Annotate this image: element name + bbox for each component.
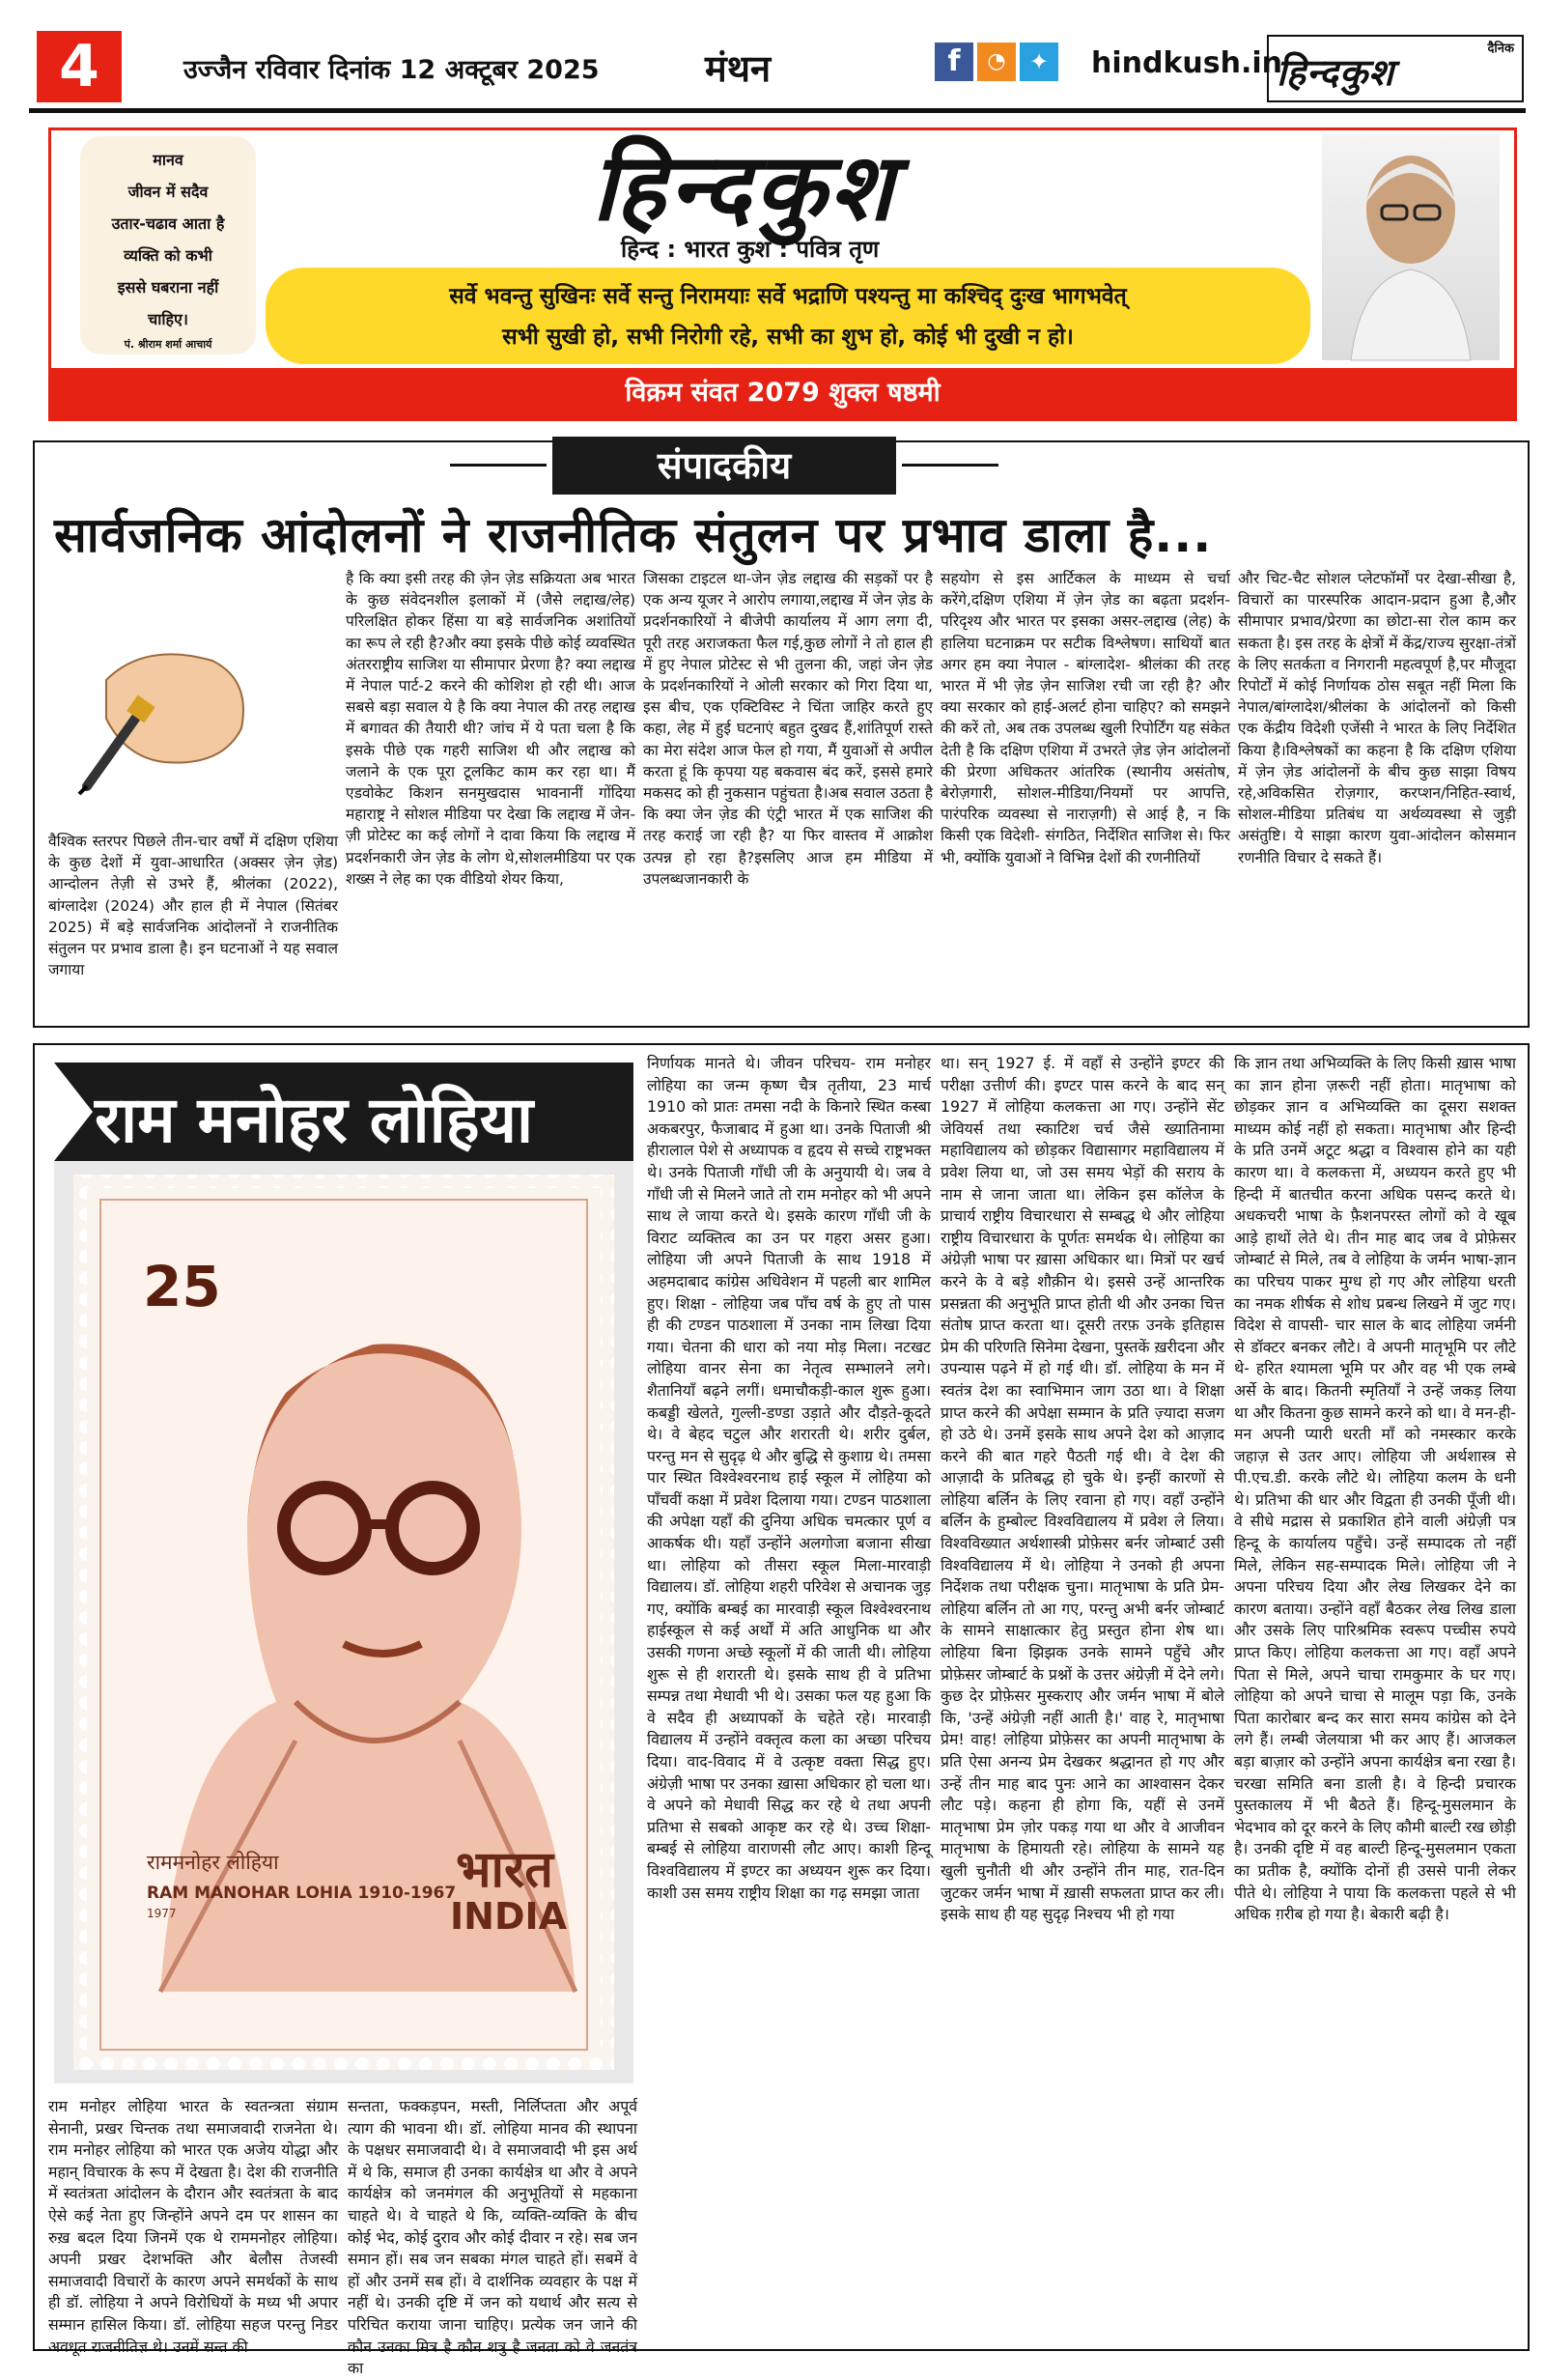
lohia-column-4: था। सन् 1927 ई. में वहाँ से उन्होंने इण्टर की परीक्षा उत्तीर्ण की। इण्टर पास करने के बाद सन् 1927 में लोहिया कलकत्ता आ गए। उन्होंने सेंट जेवियर्स तथा स्काटिश चर्च जैसे ख्यातिनामा महाविद्यालय को छोड़कर विद्यासागर महाविद्यालय में प्रवेश लिया था, जो उस समय भेड़ों की सराय के नाम से जाना जाता था। लेकिन इस कॉलेज के प्राचार्य राष्ट्रीय विचारधारा से सम्बद्ध थे और लोहिया राष्ट्रीय विचारधारा के पूर्णतः समर्थक थे। लोहिया का अंग्रेज़ी भाषा पर ख़ासा अधिकार था। मित्रों पर खर्च करने के वे बड़े शौक़ीन थे। इससे उन्हें आन्तरिक प्रसन्नता की अनुभूति प्राप्त होती थी और उनका चित्त संतोष प्राप्त करता था। दूसरी तरफ़ उनके इतिहास प्रेम की परिणति सिनेमा देखना, पुस्तकें ख़रीदना और उपन्यास पढ़ने में हो गई थी। डॉ. लोहिया के मन में स्वतंत्र देश का स्वाभिमान जाग उठा था। वे शिक्षा प्राप्त करने की अपेक्षा सम्मान के प्रति ज़्यादा सजग हो उठे थे। उनमें इसके साथ अपने देश को आज़ाद करने की बात गहरे पैठती गई थी। वे देश की आज़ादी के प्रतिबद्ध हो चुके थे। इन्हीं कारणों से लोहिया बर्लिन के लिए रवाना हो गए। वहाँ उन्होंने बर्लिन के हुम्बोल्ट विश्वविद्यालय में प्रवेश ले लिया। विश्वविख्यात अर्थशास्त्री प्रोफ़ेसर बर्नर जोम्बार्ट उसी विश्वविद्यालय में थे। लोहिया ने उनको ही अपना निर्देशक तथा परीक्षक चुना। मातृभाषा के प्रति प्रेम- लोहिया बर्लिन तो आ गए, परन्तु अभी बर्नर जोम्बार्ट के सामने साक्षात्कार हेतु प्रस्तुत होना शेष था। लोहिया बिना झिझक उनके सामने पहुँचे और प्रोफ़ेसर जोम्बार्ट के प्रश्नों के उत्तर अंग्रेज़ी में देने लगे। कुछ देर प्रोफ़ेसर मुस्कराए और जर्मन भाषा में बोले कि, 'उन्हें अंग्रेज़ी नहीं आती है।' वाह रे, मातृभाषा प्रेम! वाह! लोहिया प्रोफ़ेसर का अपनी मातृभाषा के प्रति ऐसा अनन्य प्रेम देखकर श्रद्धानत हो गए और उन्हें तीन माह बाद पुनः आने का आश्वासन देकर लौट पड़े। कहना ही होगा कि, यहीं से उनमें मातृभाषा प्रेम ज़ोर पकड़ गया था और वे आजीवन मातृभाषा के हिमायती रहे। लोहिया के सामने यह खुली चुनौती थी और उन्होंने तीन माह, रात-दिन जुटकर जर्मन भाषा में ख़ासी सफलता प्राप्त कर ली। इसके साथ ही यह सुदृढ़ निश्चय भी हो गया bbox=[941, 1054, 1224, 1924]
portrait-illustration bbox=[1322, 134, 1500, 360]
shloka-box bbox=[266, 268, 1310, 364]
date-line: उज्जैन रविवार दिनांक 12 अक्टूबर 2025 bbox=[183, 55, 600, 85]
quote-line: व्यक्ति को कभी bbox=[124, 246, 212, 265]
shloka-sanskrit: सर्वे भवन्तु सुखिनः सर्वे सन्तु निरामयाः सर्वे भद्राणि पश्यन्तु मा कश्चिद् दुःख भागभवेत् bbox=[449, 284, 1127, 309]
postage-stamp bbox=[54, 1161, 633, 2083]
lohia-column-1: राम मनोहर लोहिया भारत के स्वतन्त्रता संग्राम सेनानी, प्रखर चिन्तक तथा समाजवादी राजनेता थे। राम मनोहर लोहिया को भारत एक अजेय योद्धा और महान् विचारक के रूप में देखता है। देश की राजनीति में स्वतंत्रता आंदोलन के दौरान और स्वतंत्रता के बाद ऐसे कई नेता हुए जिन्होंने अपने दम पर शासन का रुख़ बदल दिया जिनमें एक थे राममनोहर लोहिया। अपनी प्रखर देशभक्ति और बेलौस तेजस्वी समाजवादी विचारों के कारण अपने समर्थकों के साथ ही डॉ. लोहिया ने अपने विरोधियों के मध्य भी अपार सम्मान हासिल किया। डॉ. लोहिया सहज परन्तु निडर अवधूत राजनीतिज्ञ थे। उनमें सन्त की bbox=[48, 2097, 338, 2356]
quote-line: जीवन में सदैव bbox=[127, 183, 209, 201]
header-box bbox=[48, 128, 1517, 421]
twitter-icon[interactable]: ✦ bbox=[1020, 42, 1058, 81]
quote-line: चाहिए। bbox=[148, 310, 188, 328]
section-title: मंथन bbox=[705, 47, 772, 90]
editorial-section bbox=[33, 440, 1530, 1028]
editorial-column-5: और चिट-चैट सोशल प्लेटफॉर्मों पर देखा-सीखा है, विचारों का पारस्परिक आदान-प्रदान हुआ है,और सीमापार प्रभाव/प्रेरणा का छोटा-सा रोल काम कर सकता है। इस तरह के क्षेत्रों में केंद्र/राज्य सुरक्षा-तंत्रों के लिए सतर्कता व निगरानी महत्वपूर्ण है,पर मौजूदा रिपोर्टों में कोई निर्णायक ठोस सबूत नहीं मिला कि नेपाल/बांग्लादेश/श्रीलंका के आंदोलनों को किसी एक केंद्रीय विदेशी एजेंसी ने भारत के लिए निर्देशित किया है।विश्लेषकों का कहना है कि दक्षिण एशिया में ज़ेन ज़ेड आंदोलनों के बीच कुछ साझा विषय रहे,अविकसित रोज़गार, करप्शन/निहित-स्वार्थ, सोशल-मीडिया प्रतिबंध या अर्थव्यवस्था से जुड़ी असंतुष्टि। ये साझा कारण युवा-आंदोलन कोसमान रणनीति विचार दे सकते हैं। bbox=[1238, 570, 1516, 866]
quote-box bbox=[80, 136, 256, 354]
social-icons bbox=[935, 42, 1058, 81]
page-number: 4 bbox=[37, 31, 122, 102]
lohia-article bbox=[33, 1043, 1530, 2378]
editorial-column-2: है कि क्या इसी तरह की ज़ेन ज़ेड सक्रियता अब भारत के कुछ संवेदनशील इलाकों में (जैसे लद्दाख/लेह) परिलक्षित होकर हिंसा या बड़े सार्वजनिक अशांतियों का रूप ले रही है?और क्या इसके पीछे कोई व्यवस्थित अंतरराष्ट्रीय साजिश या सीमापार प्रेरणा है? क्या लद्दाख में नेपाल पार्ट-2 करने की कोशिश हो रही थी। आज सबसे बड़ा सवाल ये है कि क्या नेपाल की तरह लद्दाख में बगावत की तैयारी थी? जांच में ये पता चला है कि इसके पीछे एक गहरी साजिश थी और लद्दाख को जलाने के एक पूरा टूलकिट काम कर रहा था। मैं एडवोकेट किशन सनमुखदास भावनानीं गोंदिया महाराष्ट्र ने सोशल मीडिया पर देखा कि लद्दाख में जेन-ज़ी प्रोटेस्ट का कई लोगों ने दावा किया कि लद्दाख में प्रदर्शनकारी जेन ज़ेड के लोग थे,सोशलमीडिया पर एक शख्स ने लेह का एक वीडियो शेयर किया, bbox=[346, 570, 635, 888]
quote-author: पं. श्रीराम शर्मा आचार्य bbox=[124, 338, 212, 351]
site-url[interactable]: hindkush.in bbox=[1091, 46, 1283, 80]
samvat-bar: विक्रम संवत 2079 शुक्ल षष्ठमी bbox=[51, 368, 1514, 418]
editorial-column-3: जिसका टाइटल था-जेन ज़ेड लद्दाख की सड़कों पर है एक अन्य यूजर ने आरोप लगाया,लद्दाख में जेन ज़ेड के प्रदर्शनकारियों ने बीजेपी कार्यालय में आग लगा दी, पूरी तरह अराजकता फैल गई,कुछ लोगों ने तो हाल ही में हुए नेपाल प्रोटेस्ट से भी तुलना की, जहां जेन ज़ेड के प्रदर्शनकारियों ने ओली सरकार को गिरा दिया था, इस बीच, एक एक्टिविस्ट ने चिंता जाहिर करते हुए कहा, लेह में हुई घटनाएं बहुत दुखद हैं,शांतिपूर्ण रास्ते का मेरा संदेश आज फेल हो गया, मैं युवाओं से अपील करता हूं कि कृपया यह बकवास बंद करें, इससे हमारे मकसद को ही नुकसान पहुंचता है।अब सवाल उठता है कि क्या जेन ज़ेड की एंट्री भारत में एक साजिश की तरह कराई जा रही है? या फिर वास्तव में आक्रोश उत्पन्न हो रहा है?इसलिए आज हम मीडिया में उपलब्धजानकारी के bbox=[643, 570, 933, 888]
stamp-name-hindi: राममनोहर लोहिया bbox=[147, 1851, 279, 1874]
stamp-value: 25 bbox=[143, 1254, 221, 1319]
pen-hand-illustration bbox=[68, 603, 257, 796]
editorial-tag: संपादकीय bbox=[552, 437, 896, 495]
tag-rule-left bbox=[450, 464, 547, 467]
newspaper-logo: हिन्दकुश bbox=[592, 133, 897, 241]
quote-line: इससे घबराना नहीं bbox=[117, 278, 219, 297]
quote-line: मानव bbox=[153, 151, 183, 169]
editorial-column-1: वैश्विक स्तरपर पिछले तीन-चार वर्षों में दक्षिण एशिया के कुछ देशों में युवा-आधारित (अक्सर ज़ेन ज़ेड) आन्दोलन तेज़ी से उभरे हैं, श्रीलंका (2022), बांग्लादेश (2024) और हाल ही में नेपाल (सितंबर 2025) में बड़े सार्वजनिक आंदोलनों ने राजनीतिक संतुलन पर प्रभाव डाला है। इन घटनाओं ने यह सवाल जगाया bbox=[48, 833, 338, 979]
logo-small: हिन्दकुश bbox=[1277, 51, 1394, 94]
dainik-label: दैनिक bbox=[1487, 42, 1514, 56]
quote-text bbox=[88, 144, 248, 335]
masthead bbox=[29, 29, 1526, 113]
stamp-year: 1977 bbox=[147, 1907, 177, 1920]
lohia-column-2: सन्तता, फक्कड़पन, मस्ती, निर्लिप्तता और अपूर्व त्याग की भावना थी। डॉ. लोहिया मानव की स्थापना के पक्षधर समाजवादी थे। वे समाजवादी भी इस अर्थ में थे कि, समाज ही उनका कार्यक्षेत्र था और वे अपने कार्यक्षेत्र को जनमंगल की अनुभूतियों से महकाना चाहते थे। वे चाहते थे कि, व्यक्ति-व्यक्ति के बीच कोई भेद, कोई दुराव और कोई दीवार न रहे। सब जन समान हों। सब जन सबका मंगल चाहते हों। सबमें वे हों और उनमें सब हों। वे दार्शनिक व्यवहार के पक्ष में नहीं थे। उनकी दृष्टि में जन को यथार्थ और सत्य से परिचित कराया जाना चाहिए। प्रत्येक जन जाने की कौन उनका मित्र है कौन शत्रु है जनता को वे जनतंत्र का bbox=[348, 2097, 637, 2378]
founder-portrait bbox=[1322, 134, 1500, 360]
masthead-logo bbox=[1267, 35, 1524, 102]
facebook-icon[interactable]: f bbox=[935, 42, 973, 81]
editorial-column-4: सहयोग से इस आर्टिकल के माध्यम से चर्चा करेंगे,दक्षिण एशिया में ज़ेन ज़ेड का बढ़ता प्रदर्शन-परिदृश्य और भारत पर इसका असर-लद्दाख (लेह) के हालिया घटनाक्रम पर सटीक विश्लेषण। साथियों बात अगर हम क्या नेपाल - बांग्लादेश- श्रीलंका की तरह भारत में भी ज़ेड ज़ेन साजिश रची जा रही है? और क्या सरकार को हाई-अलर्ट होना चाहिए? को समझने की करें तो, अब तक उपलब्ध खुली रिपोर्टिंग यह संकेत देती है कि दक्षिण एशिया में उभरते ज़ेड ज़ेन आंदोलनों की प्रेरणा अधिकतर आंतरिक (स्थानीय असंतोष, बेरोज़गारी, सोशल-मीडिया/नियमों पर आपत्ति, पारंपरिक व्यवस्था से नाराज़गी) से आई है, न कि किसी एक विदेशी- संगठित, निर्देशित साजिश से। फिर भी, क्योंकि युवाओं ने विभिन्न देशों की रणनीतियों bbox=[941, 570, 1230, 866]
stamp-country: INDIA bbox=[450, 1895, 568, 1938]
stamp-country-hindi: भारत bbox=[456, 1841, 553, 1899]
banner-arrow bbox=[54, 1062, 93, 1161]
stamp-caption: RAM MANOHAR LOHIA 1910-1967 bbox=[147, 1884, 457, 1903]
shloka-hindi: सभी सुखी हो, सभी निरोगी रहे, सभी का शुभ हो, कोई भी दुखी न हो। bbox=[502, 325, 1074, 350]
rss-icon[interactable]: ◔ bbox=[977, 42, 1016, 81]
lohia-column-5: कि ज्ञान तथा अभिव्यक्ति के लिए किसी ख़ास भाषा का ज्ञान होना ज़रूरी नहीं होता। मातृभाषा को छोड़कर ज्ञान व अभिव्यक्ति का दूसरा सशक्त माध्यम कोई नहीं हो सकता। मातृभाषा और हिन्दी के प्रति उनमें अटूट श्रद्धा व विश्वास होने का यही कारण था। वे कलकत्ता में, अध्ययन करते हुए भी हिन्दी में बातचीत करना अधिक पसन्द करते थे। अधकचरी भाषा के फ़ैशनपरस्त लोगों को वे खूब आड़े हाथों लेते थे। तीन माह बाद जब वे प्रोफ़ेसर जोम्बार्ट से मिले, तब वे लोहिया के जर्मन भाषा-ज्ञान का परिचय पाकर मुग्ध हो गए और लोहिया धरती का नमक शीर्षक से शोध प्रबन्ध लिखने में जुट गए। विदेश से वापसी- चार साल के बाद लोहिया जर्मनी से डॉक्टर बनकर लौटे। वे अपनी मातृभूमि पर लौटे थे- हरित श्यामला भूमि पर और वह भी एक लम्बे अर्से के बाद। कितनी स्मृतियाँ ने उन्हें जकड़ लिया था और कितना कुछ सामने करने को था। वे मन-ही-मन अपनी प्यारी धरती माँ को नमस्कार करके जहाज़ से उतर आए। लोहिया जी अर्थशास्त्र से पी.एच.डी. करके लौटे थे। लोहिया कलम के धनी थे। प्रतिभा की धार और विद्वता ही उनकी पूँजी थी। वे सीधे मद्रास से प्रकाशित होने वाली अंग्रेज़ी पत्र हिन्दू के कार्यालय पहुँचे। उन्हें सम्पादक तो नहीं मिले, लेकिन सह-सम्पादक मिले। लोहिया जी ने अपना परिचय दिया और लेख लिखकर देने का कारण बताया। उन्होंने वहाँ बैठकर लेख लिख डाला और उसके लिए पारिश्रमिक स्वरूप पच्चीस रुपये प्राप्त किए। लोहिया कलकत्ता आ गए। वहाँ अपने पिता से मिले, अपने चाचा रामकुमार के घर गए। लोहिया को अपने चाचा से मालूम पड़ा कि, उनके पिता कारोबार बन्द कर सारा समय कांग्रेस को देने लगे हैं। लम्बी जेलयात्रा भी कर आए हैं। आजकल बड़ा बाज़ार को उन्होंने अपना कार्यक्षेत्र बना रखा है। चरखा समिति बना डाली है। वे हिन्दी प्रचारक पुस्तकालय में भी बैठते हैं। हिन्दू-मुसलमान के भेदभाव को दूर करने के लिए कौमी बाल्टी रख छोड़ी है। उनकी दृष्टि में वह बाल्टी हिन्दू-मुसलमान एकता का प्रतीक है, क्योंकि दोनों ही उससे पानी लेकर पीते थे। लोहिया ने पाया कि कलकत्ता पहले से भी अधिक ग़रीब हो गया है। बेकारी बढ़ी है। bbox=[1234, 1054, 1516, 1924]
quote-line: उतार-चढाव आता है bbox=[111, 214, 225, 233]
lohia-column-3: निर्णायक मानते थे। जीवन परिचय- राम मनोहर लोहिया का जन्म कृष्ण चैत्र तृतीया, 23 मार्च 1910 को प्रातः तमसा नदी के किनारे स्थित कस्बा अकबरपुर, फैजाबाद में हुआ था। उनके पिताजी श्री हीरालाल पेशे से अध्यापक व हृदय से सच्चे राष्ट्रभक्त थे। उनके पिताजी गाँधी जी के अनुयायी थे। जब वे गाँधी जी से मिलने जाते तो राम मनोहर को भी अपने साथ ले जाया करते थे। इसके कारण गाँधी जी के विराट व्यक्तित्व का उन पर गहरा असर हुआ। लोहिया जी अपने पिताजी के साथ 1918 में अहमदाबाद कांग्रेस अधिवेशन में पहली बार शामिल हुए। शिक्षा - लोहिया जब पाँच वर्ष के हुए तो पास ही की टण्डन पाठशाला में उनका नाम लिखा दिया गया। चेतना की धारा को नया मोड़ मिला। नटखट लोहिया वानर सेना का नेतृत्व सम्भालने लगे। शैतानियाँ बढ़ने लगीं। धमाचौकड़ी-काल शुरू हुआ। कबड्डी खेलते, गुल्ली-डण्डा उड़ाते और दौड़ते-कूदते थे। वे बेहद चटुल और शरारती थे। शरीर दुर्बल, परन्तु मन से सुदृढ़ थे और बुद्धि से कुशाग्र थे। तमसा पार स्थित विश्वेश्वरनाथ हाई स्कूल में लोहिया को पाँचवीं कक्षा में प्रवेश दिलाया गया। टण्डन पाठशाला की अपेक्षा यहाँ की दुनिया अधिक चमत्कार पूर्ण व आकर्षक थी। यहाँ उन्होंने अलगोजा बजाना सीखा था। लोहिया को तीसरा स्कूल मिला-मारवाड़ी विद्यालय। डॉ. लोहिया शहरी परिवेश से अचानक जुड़ गए, क्योंकि बम्बई का मारवाड़ी स्कूल विश्वेश्वरनाथ हाईस्कूल से कई अर्थों में अति आधुनिक था और उसकी गणना अच्छे स्कूलों में की जाती थी। लोहिया शुरू से ही शरारती थे। इसके साथ ही वे प्रतिभा सम्पन्न तथा मेधावी भी थे। उसका फल यह हुआ कि वे सदैव ही अध्यापकों के चहेते रहे। मारवाड़ी विद्यालय में उन्होंने वक्तृत्व कला का अच्छा परिचय दिया। वाद-विवाद में वे उत्कृष्ट वक्ता सिद्ध हुए। अंग्रेज़ी भाषा पर उनका ख़ासा अधिकार हो चला था। वे अपने को मेधावी सिद्ध कर रहे थे तथा अपनी प्रतिभा से सबको आकृष्ट कर रहे थे। उच्च शिक्षा- बम्बई से लोहिया वाराणसी लौट आए। काशी हिन्दू विश्वविद्यालय में इण्टर का अध्ययन शुरू कर दिया। काशी उस समय राष्ट्रीय शिक्षा का गढ़ समझा जाता bbox=[647, 1054, 931, 1902]
lohia-title: राम मनोहर लोहिया bbox=[95, 1083, 534, 1157]
tag-rule-right bbox=[902, 464, 998, 467]
tagline: हिन्द : भारत कुश : पवित्र तृण bbox=[621, 236, 880, 263]
editorial-headline: सार्वजनिक आंदोलनों ने राजनीतिक संतुलन पर प्रभाव डाला है... bbox=[54, 507, 1213, 563]
